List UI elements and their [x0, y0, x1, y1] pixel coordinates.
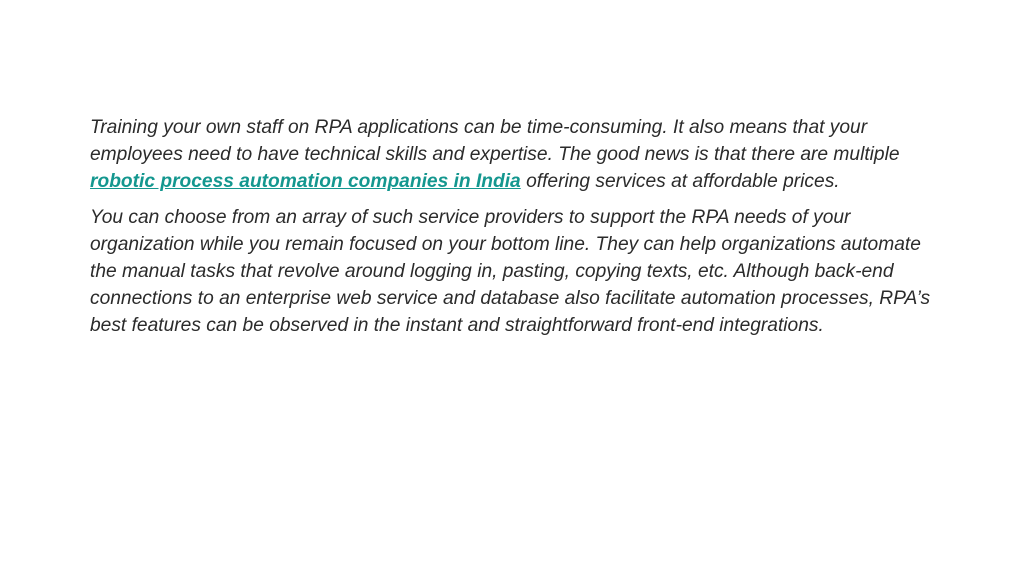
- paragraph-intro-text-before: Training your own staff on RPA applications can be time-consuming. It also means that your employees need to have technical skills and expertise. The good news is that there are multiple: [90, 117, 900, 165]
- paragraph-intro: [90, 114, 940, 195]
- paragraph-intro-text-after: offering services at affordable prices.: [520, 171, 840, 192]
- rpa-companies-link[interactable]: robotic process automation companies in India: [90, 171, 521, 192]
- slide-body: [90, 114, 940, 339]
- paragraph-details: You can choose from an array of such service providers to support the RPA needs of your organization while you remain focused on your bottom line. They can help organizations automate the manual tasks that revolve around logging in, pasting, copying texts, etc. Although back-end connections to an enterprise web service and database also facilitate automation processes, RPA’s best features can be observed in the instant and straightforward front-end integrations.: [90, 207, 931, 336]
